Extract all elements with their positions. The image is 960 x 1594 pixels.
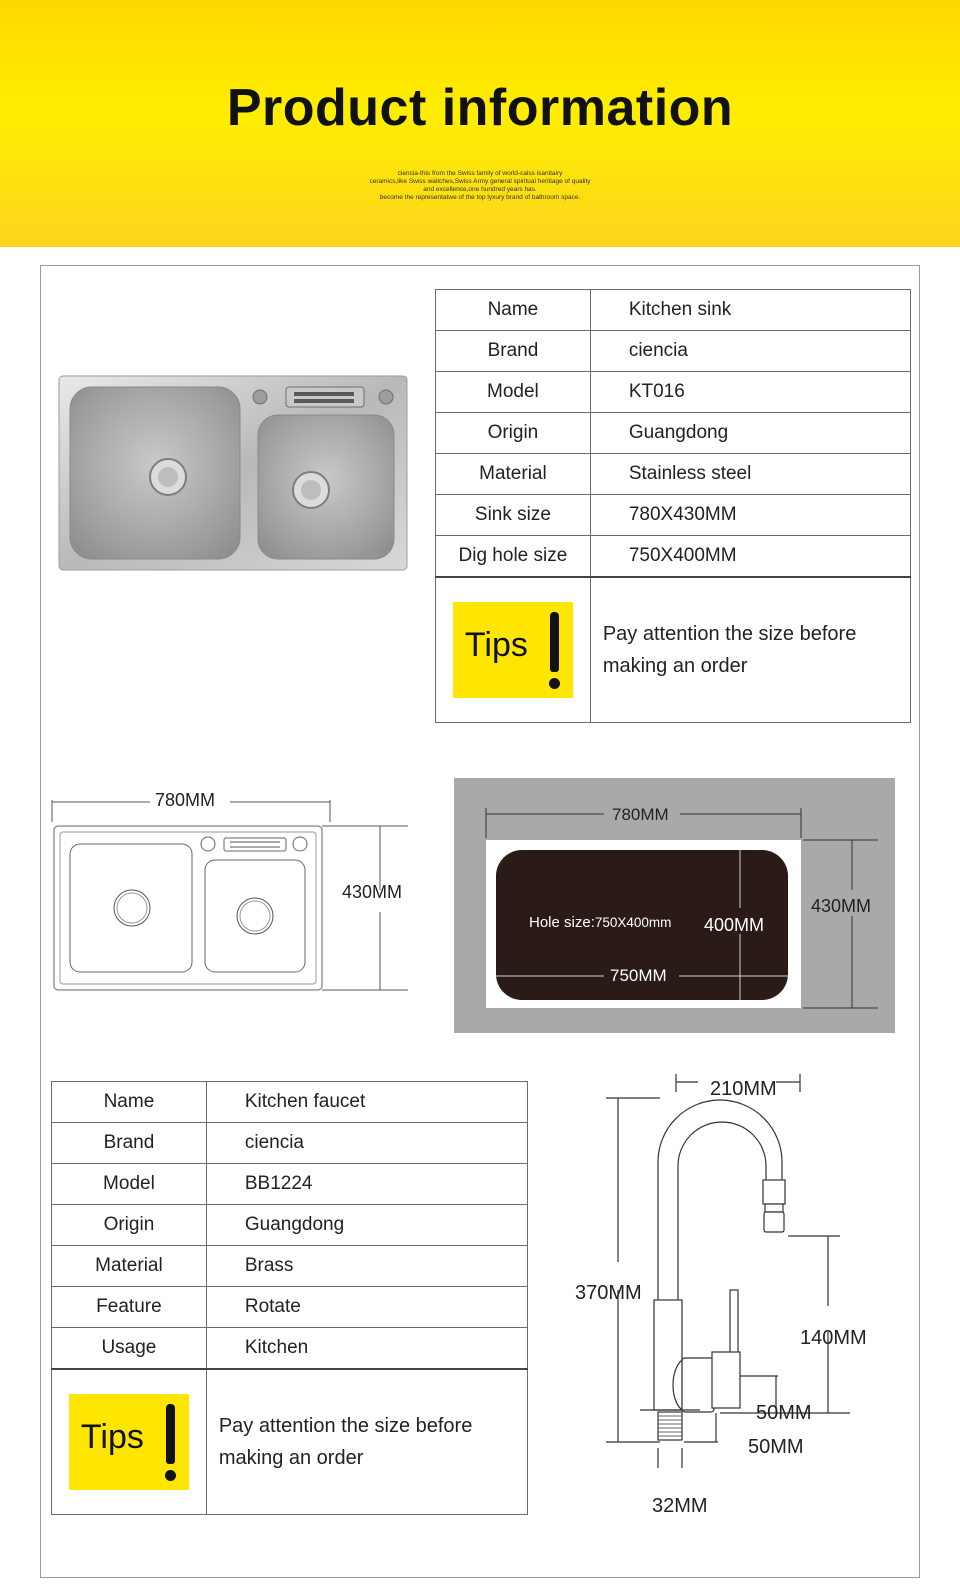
spec-label: Name: [52, 1082, 207, 1123]
spec-label: Material: [52, 1246, 207, 1287]
tips-text: Pay attention the size before making an order: [218, 1414, 473, 1469]
tips-word: Tips: [80, 1417, 144, 1456]
tagline-line: become the representatwe of the top lyxury brand of bathroom space.: [379, 194, 581, 201]
spec-value: Stainless steel: [590, 454, 910, 495]
spec-value: BB1224: [206, 1164, 527, 1205]
spec-label: Model: [436, 372, 591, 413]
handle-size-label: 50MM: [756, 1402, 812, 1424]
tips-text: Pay attention the size before making an order: [602, 622, 857, 677]
spec-value: KT016: [590, 372, 910, 413]
spec-label: Name: [436, 290, 591, 331]
cutout-height-label: 430MM: [811, 896, 872, 916]
spec-label: Brand: [52, 1123, 207, 1164]
sink-height-label: 430MM: [342, 882, 403, 902]
tagline-line: ciencia-this from the Swiss family of world-calss isanitairy: [397, 170, 563, 177]
tips-badge: [453, 602, 573, 698]
sink-spec-table: [435, 289, 911, 723]
exclamation-icon: [550, 612, 559, 672]
sink-width-label: 780MM: [155, 790, 216, 810]
spec-value: Guangdong: [206, 1205, 527, 1246]
spec-label: Feature: [52, 1287, 207, 1328]
tips-badge: [69, 1394, 189, 1490]
exclamation-dot: [549, 678, 560, 689]
page-title: Product information: [226, 79, 734, 137]
spec-label: Material: [436, 454, 591, 495]
brand-tagline: [300, 170, 660, 202]
spec-label: Usage: [52, 1328, 207, 1369]
spec-label: Origin: [52, 1205, 207, 1246]
spec-value: Rotate: [206, 1287, 527, 1328]
spec-label: Model: [52, 1164, 207, 1205]
base-size-label: 32MM: [652, 1495, 708, 1517]
spec-value: Kitchen sink: [590, 290, 910, 331]
spec-value: Brass: [206, 1246, 527, 1287]
faucet-dimension-drawing: [600, 1070, 890, 1510]
spec-value: Kitchen: [206, 1328, 527, 1369]
tagline-line: ceramics,like Swiss waitches,Swiss Army general spiritual heritiage of quality: [369, 178, 591, 185]
exclamation-icon: [166, 1404, 175, 1464]
hole-size-caption: Hole size:: [529, 914, 595, 931]
spec-value: 780X430MM: [590, 495, 910, 536]
spec-value: Kitchen faucet: [206, 1082, 527, 1123]
spec-label: Origin: [436, 413, 591, 454]
tips-word: Tips: [464, 625, 528, 664]
spec-label: Brand: [436, 331, 591, 372]
spec-value: 750X400MM: [590, 536, 910, 577]
spec-value: ciencia: [206, 1123, 527, 1164]
hole-size-label: [529, 914, 671, 931]
sink-photo: [58, 375, 408, 571]
tips-cell: [52, 1369, 207, 1515]
shank-size-label: 50MM: [748, 1436, 804, 1458]
header-banner: [0, 0, 960, 247]
cutout-width-label: 780MM: [612, 805, 669, 824]
spec-label: Sink size: [436, 495, 591, 536]
tagline-line: and excellence,one hundred years has.: [423, 186, 537, 193]
spec-label: Dig hole size: [436, 536, 591, 577]
faucet-height-label: 370MM: [575, 1282, 642, 1304]
hole-height-label: 400MM: [704, 915, 765, 935]
tips-cell: [436, 577, 591, 723]
spec-value: Guangdong: [590, 413, 910, 454]
hole-size-value: 750X400mm: [594, 915, 672, 930]
spout-height-label: 140MM: [800, 1327, 867, 1349]
hole-width-label: 750MM: [610, 966, 667, 985]
spec-value: ciencia: [590, 331, 910, 372]
exclamation-dot: [165, 1470, 176, 1481]
faucet-reach-label: 210MM: [710, 1078, 777, 1100]
faucet-spec-table: [51, 1081, 528, 1515]
